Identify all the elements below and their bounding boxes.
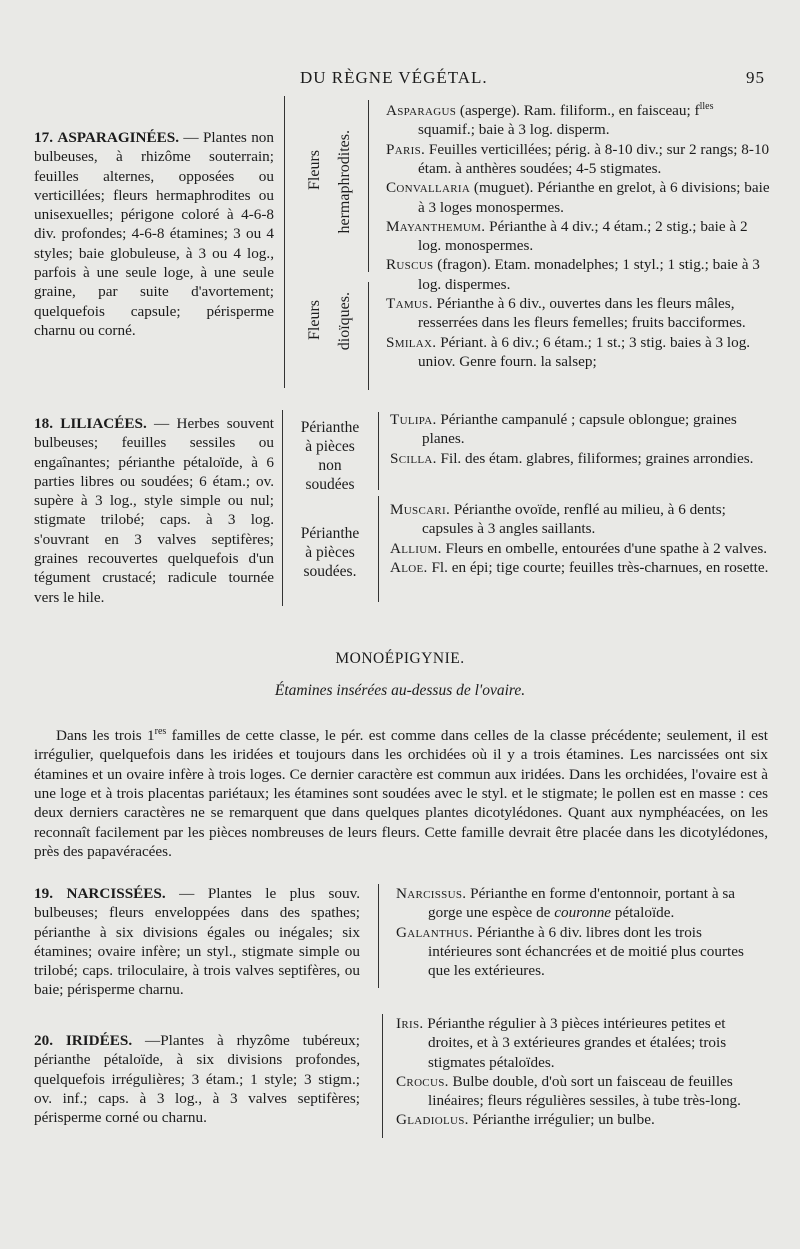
- family-name: LILIACÉES.: [60, 415, 147, 432]
- brace-line: [284, 96, 285, 388]
- genera-list-19: [396, 884, 768, 980]
- family-18-description: [34, 414, 274, 607]
- brace-line: [378, 496, 379, 602]
- section-paragraph: Dans les trois 1res familles de cette classe, le pér. est comme dans celles de la classe précédente; seulement, il est irrégulier, quelquefois dans les iridées et toujours dans les orchidées où il y a trois étamines. Les narcissées ont six étamines et un ovaire infère à trois loges. Ce dernier caractère est commun aux iridées. Dans les orchidées, l'ovaire est à une loge et à trois placentas pariétaux; les étamines sont soudées avec le styl. et le stigmate; le pollen est en masse : ces deux derniers caractères ne se remarquent que dans quelques plantes dicotylédones. Quant aux nymphéacées, on les reconnaît facilement par les pièces nombreuses de leurs fleurs. Cette famille devrait être placée dans les dicotylédones, près des papavéracées.: [34, 726, 768, 860]
- genus-entry: Tamus. Périanthe à 6 div., ouvertes dans les fleurs mâles, resserrées dans les fleurs femelles; fruits bacciformes.: [386, 295, 746, 332]
- genus-entry: Convallaria (muguet). Périanthe en grelot, à 6 divisions; baie à 3 loges monospermes.: [386, 179, 770, 216]
- genus-entry: Allium. Fleurs en ombelle, entourées d'une spathe à 2 valves.: [390, 539, 768, 557]
- brace-line: [378, 884, 379, 988]
- group-label-1a: Fleurs: [306, 150, 323, 190]
- genera-list-18a: [390, 410, 770, 468]
- genus-entry: Galanthus. Périanthe à 6 div. libres dont les trois intérieures sont échancrées et de moitié plus courtes que les extérieures.: [396, 923, 744, 980]
- family-17-description: [34, 128, 274, 340]
- group-label-soudees: Périanthe à pièces soudées.: [300, 525, 360, 580]
- genus-entry: Smilax. Périant. à 6 div.; 6 étam.; 1 st.; 3 stig. baies à 3 log. uniov. Genre fourn. la salsep;: [386, 333, 751, 370]
- family-number: 18.: [34, 415, 53, 432]
- genus-entry: Crocus. Bulbe double, d'où sort un faisceau de feuilles linéaires; fleurs régulières sessiles, à tube très-long.: [396, 1072, 741, 1110]
- genus-entry: Ruscus (fragon). Etam. monadelphes; 1 styl.; 1 stig.; baie à 3 log. dispermes.: [386, 256, 760, 293]
- brace-line: [368, 282, 369, 390]
- genus-entry: Gladiolus. Périanthe irrégulier; un bulbe.: [396, 1111, 655, 1129]
- genera-list-20: [396, 1014, 768, 1130]
- section-subtitle: Étamines insérées au-dessus de l'ovaire.: [274, 682, 526, 699]
- genus-entry: Narcissus. Périanthe en forme d'entonnoir, portant à sa gorge une espèce de couronne pétaloïde.: [396, 885, 736, 922]
- genus-entry: Paris. Feuilles verticillées; périg. à 8-10 div.; sur 2 rangs; 8-10 étam. à anthères soudées; 4-5 stigmates.: [386, 140, 770, 177]
- family-name: NARCISSÉES.: [66, 885, 166, 902]
- brace-line: [368, 100, 369, 272]
- family-20-description: [34, 1031, 360, 1127]
- genera-list-18b: [390, 500, 770, 577]
- genera-list-17: [386, 97, 770, 371]
- brace-line: [382, 1014, 383, 1138]
- genus-entry: Tulipa. Périanthe campanulé ; capsule oblongue; graines planes.: [390, 411, 737, 448]
- group-label-2a: Fleurs: [306, 300, 323, 340]
- family-number: 20.: [34, 1032, 53, 1049]
- group-label-nonsoudees: Périanthe à pièces non soudées: [300, 419, 360, 493]
- genus-entry: Scilla. Fil. des étam. glabres, filiformes; graines arrondies.: [390, 449, 754, 467]
- family-number: 17.: [34, 129, 53, 146]
- brace-line: [282, 410, 283, 606]
- page-number: 95: [746, 68, 765, 87]
- genus-entry: Muscari. Périanthe ovoïde, renflé au milieu, à 6 dents; capsules à 3 angles saillants.: [390, 501, 726, 538]
- genus-entry: Mayanthemum. Périanthe à 4 div.; 4 étam.; 2 stig.; baie à 2 log. monospermes.: [386, 217, 748, 255]
- family-text: —Plantes à rhyzôme tubéreux; périanthe pétaloïde, à six divisions profondes, quelquefois irrégulières; 3 étam.; 1 style; 3 stigm.; ov. inf.; caps. à 3 log., à 3 valves septifères; périsperme corné ou charnu.: [34, 1032, 360, 1127]
- section-title: MONOÉPIGYNIE.: [335, 650, 465, 667]
- genus-entry: Iris. Périanthe régulier à 3 pièces intérieures petites et droites, et à 3 extérieures grandes et étalées; trois stigmates pétaloïdes.: [396, 1015, 727, 1071]
- genus-entry: Aloe. Fl. en épi; tige courte; feuilles très-charnues, en rosette.: [390, 558, 769, 576]
- genus-entry: Asparagus (asperge). Ram. filiform., en faisceau; $f^{lles}$ squamif.; baie à 3 log. disperm.: [386, 101, 714, 139]
- family-number: 19.: [34, 885, 53, 902]
- family-name: ASPARAGINÉES.: [57, 129, 180, 146]
- family-text: — Plantes le plus souv. bulbeuses; fleurs enveloppées dans des spathes; périanthe à six divisions égales ou inégales; six étamines; ovaire infère; un styl., stigmate simple ou trilobé; caps. triloculaire, à trois valves septifères, ou baie; périsperme charnu.: [34, 885, 361, 999]
- family-name: IRIDÉES.: [65, 1032, 133, 1049]
- family-19-description: [34, 884, 360, 1000]
- family-text: — Herbes souvent bulbeuses; feuilles sessiles ou engaînantes; périanthe pétaloïde, à 6 parties libres ou soudées; 6 étam.; ov. supère à 3 log., style simple ou nul; stigmate trilobé; caps. à 3 log. s'ouvrant en 3 valves septifères; graines recouvertes quelquefois d'un tégument crustacé; radicule tournée vers le hile.: [34, 415, 275, 606]
- group-label-1b: hermaphrodites.: [336, 130, 353, 234]
- group-label-2b: dioïques.: [336, 292, 353, 351]
- running-header: DU RÈGNE VÉGÉTAL.: [300, 68, 488, 87]
- family-text: — Plantes non bulbeuses, à rhizôme souterrain; feuilles alternes, opposées ou verticillées; fleurs hermaphrodites ou unisexuelles; périgone coloré à 4-6-8 div. profondes; 4-6-8 étamines; 3 ou 4 styles; baie globuleuse, à 3 ou 4 log., parfois à une seule loge, à une seule graine, par suite d'avortement; quelquefois capsule; périsperme charnu ou corné.: [34, 129, 274, 339]
- brace-line: [378, 412, 379, 490]
